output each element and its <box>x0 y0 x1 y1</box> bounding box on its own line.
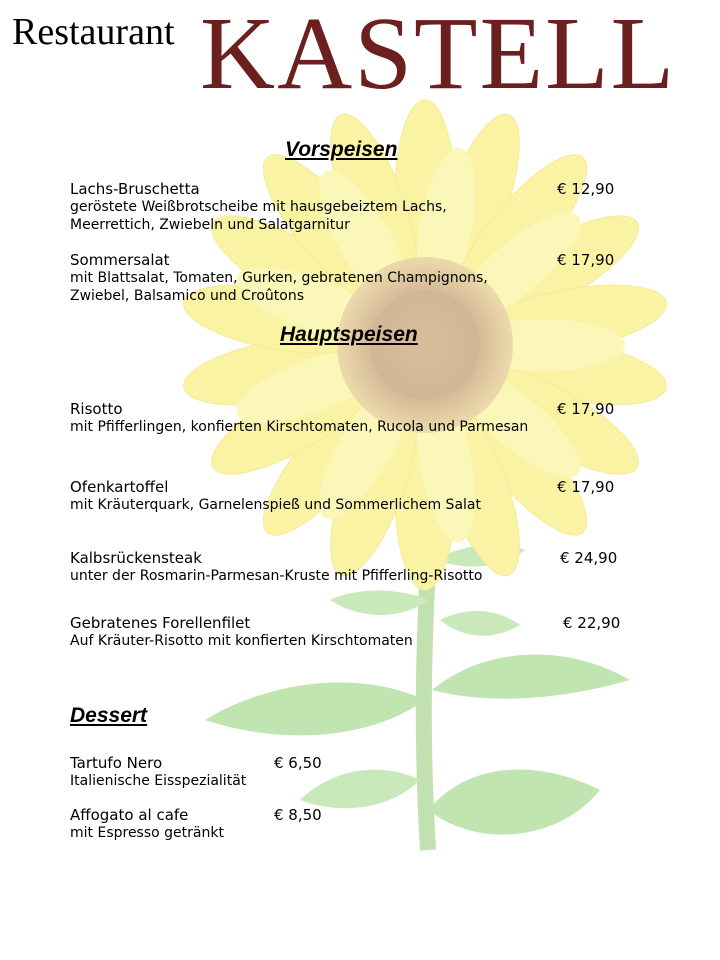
item-description: unter der Rosmarin-Parmesan-Kruste mit Pfifferling-Risotto <box>70 568 483 584</box>
restaurant-name: KASTELL <box>200 0 677 111</box>
item-description: geröstete Weißbrotscheibe mit hausgebeiztem Lachs, Meerrettich, Zwiebeln und Salatgarnitur <box>70 199 447 233</box>
item-price: € 24,90 <box>560 549 618 567</box>
item-description: mit Pfifferlingen, konfierten Kirschtomaten, Rucola und Parmesan <box>70 419 529 435</box>
item-name: Sommersalat <box>70 251 170 269</box>
section-title-hauptspeisen: Hauptspeisen <box>280 323 418 346</box>
item-price: € 22,90 <box>563 614 621 632</box>
item-name: Gebratenes Forellenfilet <box>70 614 251 632</box>
item-price: € 8,50 <box>274 806 322 824</box>
item-description: mit Kräuterquark, Garnelenspieß und Sommerlichem Salat <box>70 497 481 513</box>
item-name: Affogato al cafe <box>70 806 189 824</box>
item-price: € 12,90 <box>557 180 615 198</box>
item-description: mit Espresso getränkt <box>70 825 224 841</box>
item-name: Kalbsrückensteak <box>70 549 202 567</box>
item-description: Italienische Eisspezialität <box>70 773 247 789</box>
item-name: Lachs-Bruschetta <box>70 180 200 198</box>
restaurant-label: Restaurant <box>12 11 175 53</box>
item-price: € 17,90 <box>557 400 615 418</box>
item-price: € 6,50 <box>274 754 322 772</box>
item-price: € 17,90 <box>557 251 615 269</box>
item-name: Tartufo Nero <box>70 754 163 772</box>
section-title-vorspeisen: Vorspeisen <box>285 138 398 161</box>
item-name: Ofenkartoffel <box>70 478 169 496</box>
item-description: mit Blattsalat, Tomaten, Gurken, gebratenen Champignons, Zwiebel, Balsamico und Croûtons <box>70 270 488 304</box>
item-name: Risotto <box>70 400 123 418</box>
section-title-dessert: Dessert <box>70 704 148 727</box>
item-description: Auf Kräuter-Risotto mit konfierten Kirschtomaten <box>70 633 413 649</box>
item-price: € 17,90 <box>557 478 615 496</box>
